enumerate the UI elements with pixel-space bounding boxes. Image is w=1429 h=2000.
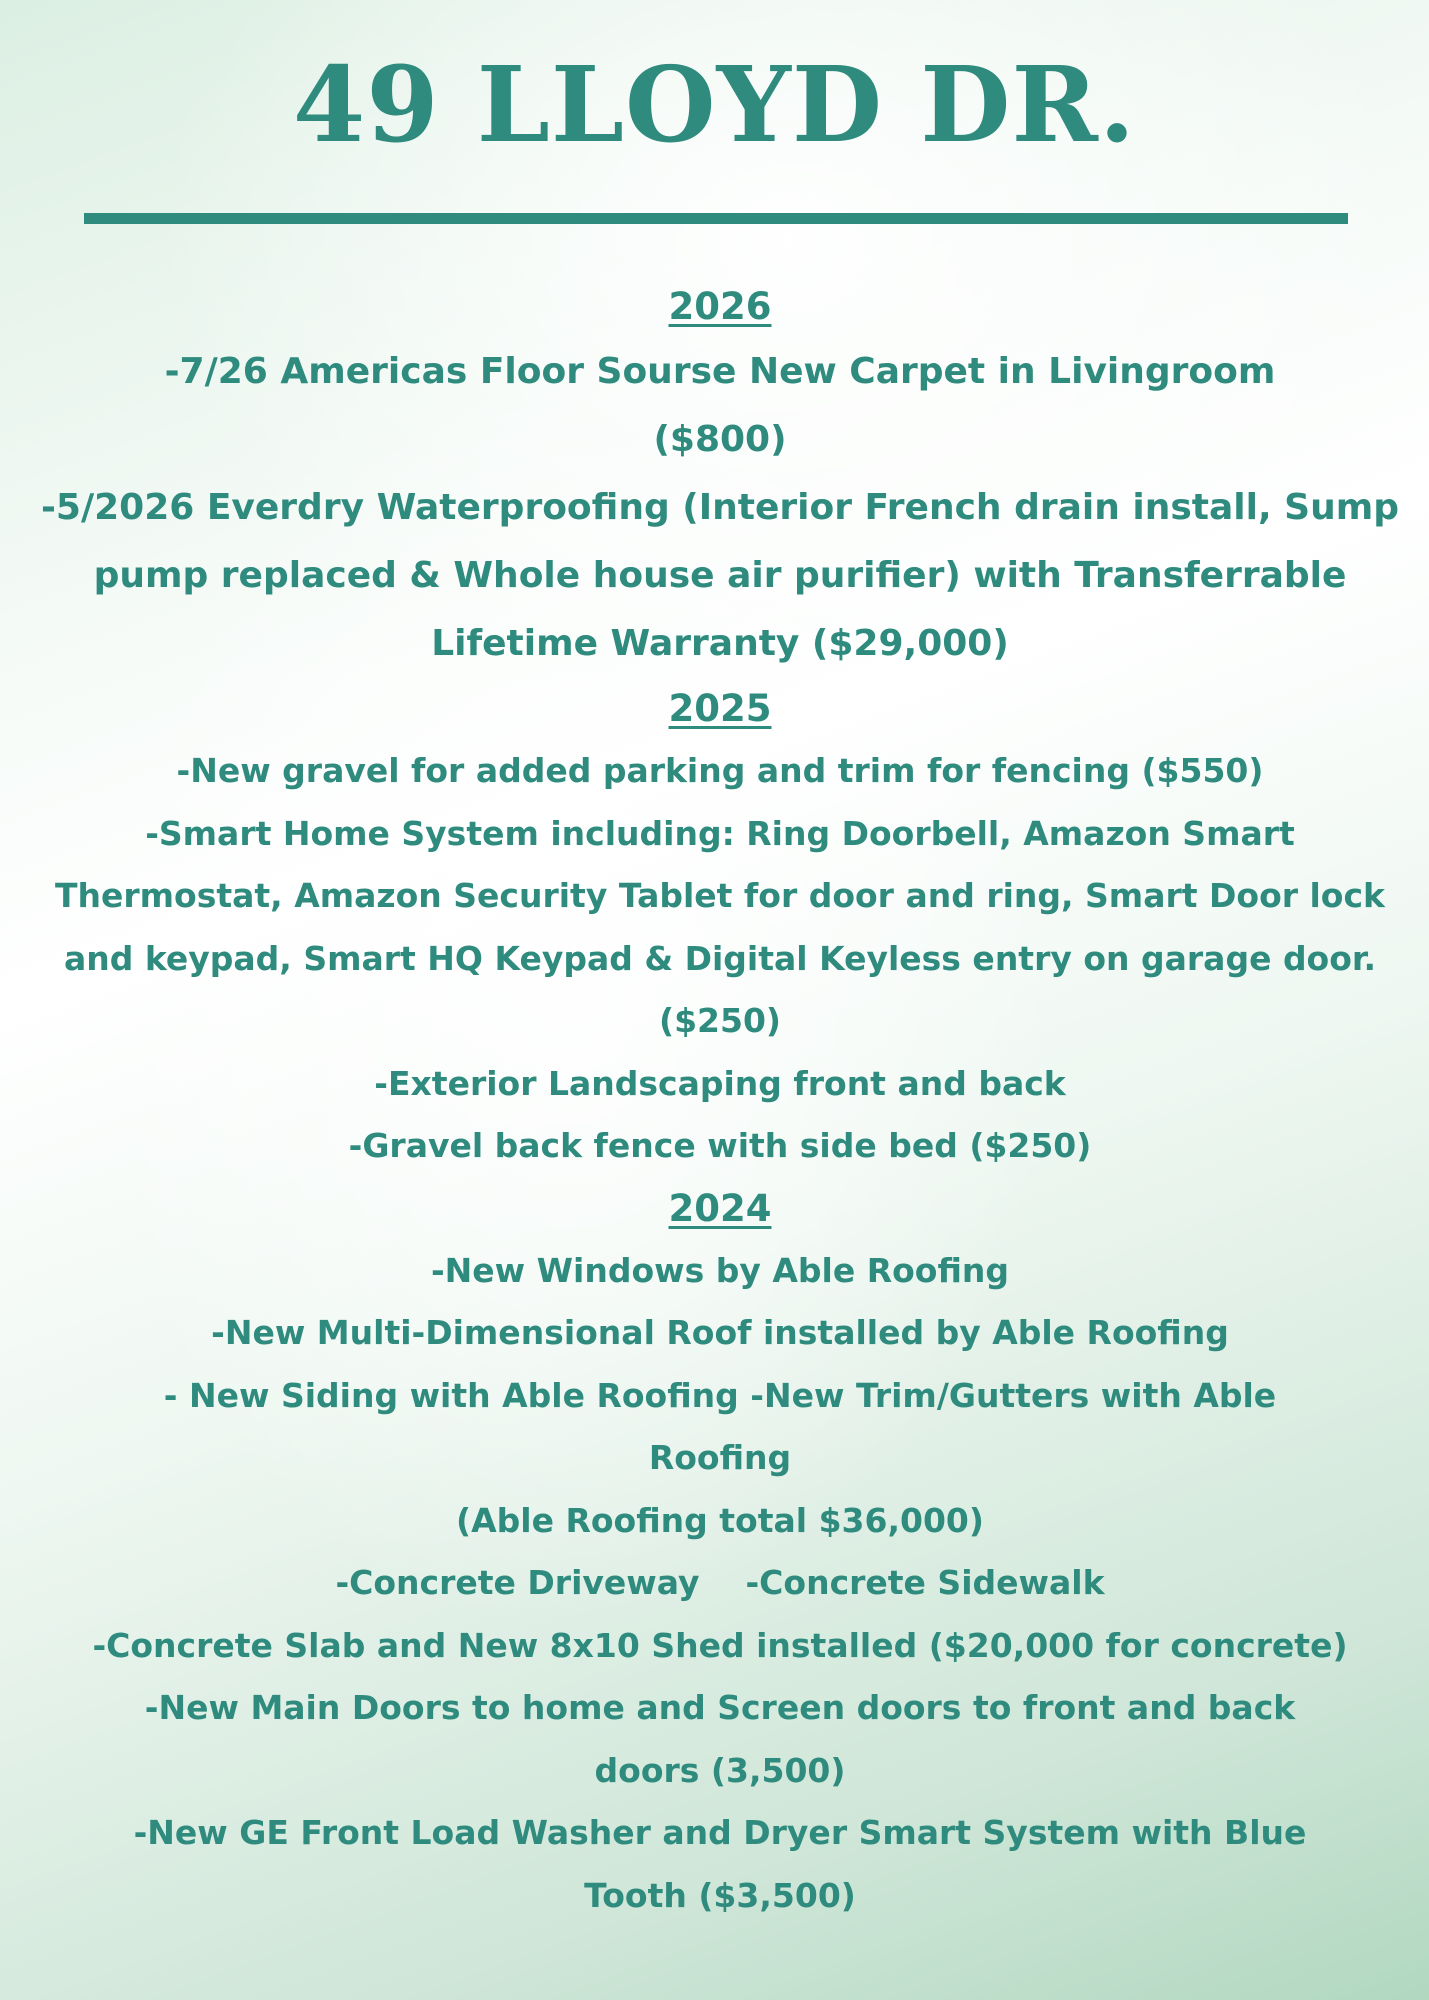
section-2025 <box>40 678 1400 1178</box>
list-item: -Exterior Landscaping front and back <box>374 1063 1066 1103</box>
section-2024 <box>40 1178 1400 1928</box>
list-item: (Able Roofing total $36,000) <box>456 1500 984 1540</box>
list-item: -5/2026 Everdry Waterproofing (Interior French drain install, Sump pump replaced & Whole house air purifier) with Transferrable Lifetime Warranty ($29,000) <box>40 487 1400 664</box>
year-heading: 2026 <box>668 285 772 328</box>
list-item: -7/26 Americas Floor Sourse New Carpet in Livingroom ($800) <box>164 351 1276 460</box>
list-item: -New Multi-Dimensional Roof installed by Able Roofing <box>211 1313 1229 1352</box>
list-item: -New gravel for added parking and trim for fencing ($550) <box>176 751 1264 790</box>
list-item: -Smart Home System including: Ring Doorbell, Amazon Smart Thermostat, Amazon Security Tablet for door and ring, Smart Door lock and keypad, Smart HQ Keypad & Digital Keyless entry on garage door. ($250) <box>55 813 1385 1040</box>
title-divider <box>84 213 1348 224</box>
section-2026 <box>40 276 1400 678</box>
list-item: -Concrete Driveway -Concrete Sidewalk <box>335 1563 1105 1602</box>
improvements-list <box>40 276 1400 1927</box>
list-item: - New Siding with Able Roofing -New Trim/Gutters with Able Roofing <box>163 1375 1277 1477</box>
page-title: 49 LLOYD DR. <box>292 43 1137 166</box>
list-item: -New Windows by Able Roofing <box>430 1250 1010 1290</box>
list-item: -New Main Doors to home and Screen doors to front and back doors (3,500) <box>144 1688 1296 1790</box>
year-heading: 2025 <box>668 687 772 730</box>
list-item: -Concrete Slab and New 8x10 Shed installed ($20,000 for concrete) <box>92 1625 1348 1665</box>
year-heading: 2024 <box>668 1186 772 1230</box>
list-item: -Gravel back fence with side bed ($250) <box>348 1126 1092 1165</box>
list-item: -New GE Front Load Washer and Dryer Smart System with Blue Tooth ($3,500) <box>133 1813 1307 1915</box>
